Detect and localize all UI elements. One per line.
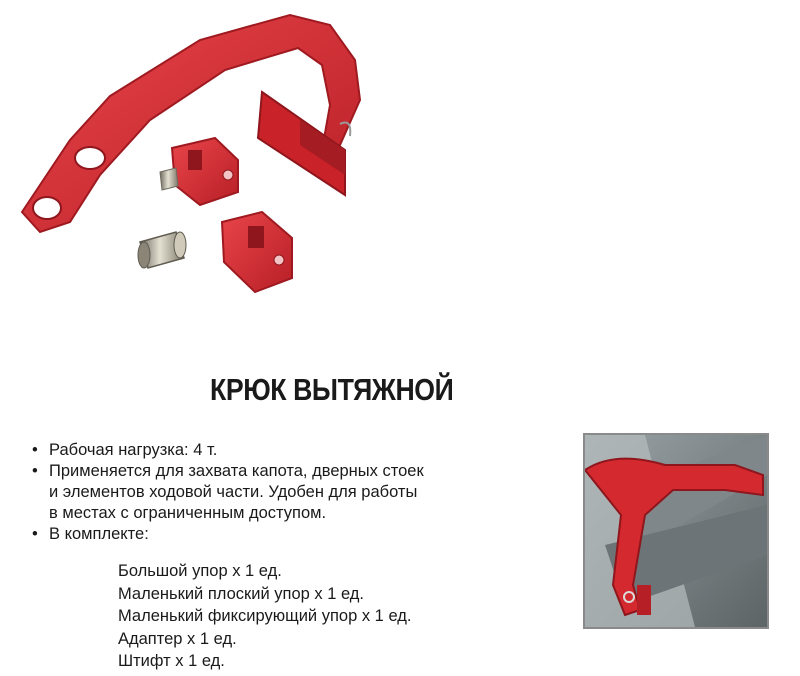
kit-item: Большой упор х 1 ед. (118, 562, 282, 580)
spec-item-load (30, 440, 550, 461)
kit-item: Маленький фиксирующий упор х 1 ед. (118, 607, 412, 625)
bullet: • (32, 462, 38, 480)
kit-item: Штифт х 1 ед. (118, 652, 225, 670)
kit-item: Маленький плоский упор х 1 ед. (118, 584, 365, 603)
small-flat-stop-image (222, 212, 292, 292)
spec-text: и элементов ходовой части. Удобен для работы (49, 483, 418, 501)
product-photo (0, 0, 560, 320)
spec-text: Применяется для захвата капота, дверных стоек (49, 462, 424, 480)
spec-list (30, 440, 550, 545)
kit-list (118, 560, 411, 673)
usage-photo (583, 433, 769, 629)
small-fixing-stop-image (160, 138, 238, 205)
kit-item: Адаптер х 1 ед. (118, 629, 237, 648)
spec-text: В комплекте: (49, 525, 149, 543)
spec-text: в местах с ограниченным доступом. (49, 504, 327, 522)
spec-text: Рабочая нагрузка: 4 т. (49, 441, 218, 459)
adapter-image (138, 232, 186, 268)
spec-item-usage (30, 461, 550, 524)
bullet: • (32, 441, 38, 459)
spec-item-kit (30, 524, 550, 545)
bullet: • (32, 525, 38, 543)
hook-image (22, 15, 360, 232)
hook-in-use-image (585, 435, 767, 627)
product-title: КРЮК ВЫТЯЖНОЙ (210, 372, 454, 407)
